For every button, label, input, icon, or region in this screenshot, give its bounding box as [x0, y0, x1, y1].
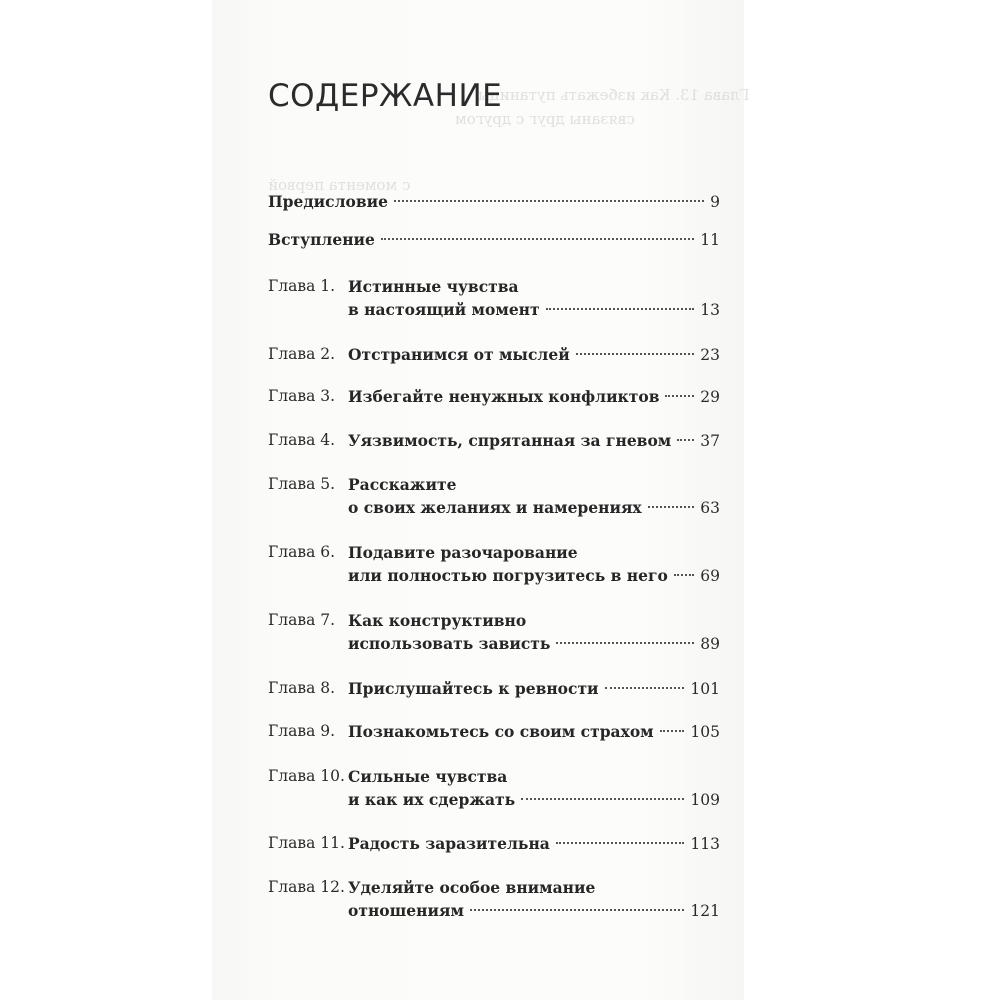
page-number: 29 — [700, 388, 720, 406]
chapter-label: Глава 6. — [268, 543, 336, 561]
chapter-label: Глава 3. — [268, 387, 336, 405]
chapter-title: Предисловие — [268, 192, 388, 211]
chapter-label: Глава 5. — [268, 475, 336, 493]
page-number: 69 — [700, 567, 720, 585]
dot-leader — [665, 395, 694, 397]
chapter-title: Прислушайтесь к ревности — [348, 679, 599, 698]
toc-line — [348, 720, 720, 744]
dot-leader — [660, 730, 685, 732]
dot-leader — [521, 798, 684, 800]
toc-line — [348, 541, 720, 564]
chapter-title: Уделяйте особое внимание — [348, 878, 596, 897]
toc-line — [348, 275, 720, 298]
page-number: 11 — [700, 231, 720, 249]
dot-leader — [546, 308, 695, 310]
page-number: 9 — [710, 193, 720, 211]
chapter-label: Глава 9. — [268, 722, 336, 740]
page-number: 101 — [690, 680, 720, 698]
toc-line — [268, 228, 720, 252]
toc-line — [348, 496, 720, 520]
toc-line — [348, 385, 720, 409]
chapter-title: использовать зависть — [348, 634, 551, 653]
page-number: 37 — [700, 432, 720, 450]
page-number: 121 — [690, 902, 720, 920]
toc-line — [348, 564, 720, 588]
page-number: 105 — [690, 723, 720, 741]
page-number: 63 — [700, 499, 720, 517]
page-number: 113 — [690, 835, 720, 853]
page-title: СОДЕРЖАНИЕ — [268, 78, 503, 114]
toc-line — [348, 899, 720, 923]
dot-leader — [674, 574, 694, 576]
toc-line — [348, 832, 720, 856]
chapter-title: Подавите разочарование — [348, 543, 578, 562]
chapter-label: Глава 10. — [268, 767, 345, 785]
page-number: 89 — [700, 635, 720, 653]
toc-line — [348, 632, 720, 656]
chapter-title: Познакомьтесь со своим страхом — [348, 722, 654, 741]
dot-leader — [605, 687, 685, 689]
chapter-title: Уязвимость, спрятанная за гневом — [348, 431, 672, 450]
dot-leader — [576, 353, 695, 355]
chapter-title: или полностью погрузитесь в него — [348, 566, 668, 585]
chapter-title: Истинные чувства — [348, 277, 519, 296]
show-through-text: Глава 13. Как избежать путаницы — [478, 86, 750, 104]
dot-leader — [470, 909, 685, 911]
chapter-title: Вступление — [268, 230, 375, 249]
toc-line — [348, 788, 720, 812]
chapter-label: Глава 11. — [268, 834, 345, 852]
dot-leader — [556, 642, 694, 644]
chapter-label: Глава 1. — [268, 277, 336, 295]
page-number: 13 — [700, 301, 720, 319]
chapter-title: о своих желаниях и намерениях — [348, 498, 642, 517]
chapter-title: Сильные чувства — [348, 767, 508, 786]
chapter-title: в настоящий момент — [348, 300, 540, 319]
chapter-title: Как конструктивно — [348, 611, 527, 630]
toc-line — [348, 343, 720, 367]
toc-line — [348, 765, 720, 788]
toc-line — [348, 609, 720, 632]
page-number: 109 — [690, 791, 720, 809]
show-through-text: связаны друг с другом — [455, 110, 635, 128]
dot-leader — [556, 842, 685, 844]
chapter-label: Глава 2. — [268, 345, 336, 363]
chapter-title: Радость заразительна — [348, 834, 550, 853]
dot-leader — [648, 506, 695, 508]
dot-leader — [394, 200, 704, 202]
chapter-label: Глава 8. — [268, 679, 336, 697]
show-through-text: с момента первой — [268, 176, 411, 194]
chapter-title: Расскажите — [348, 475, 457, 494]
toc-line — [348, 473, 720, 496]
toc-line — [348, 298, 720, 322]
chapter-label: Глава 4. — [268, 431, 336, 449]
chapter-label: Глава 7. — [268, 611, 336, 629]
chapter-title: Избегайте ненужных конфликтов — [348, 387, 660, 406]
chapter-title: Отстранимся от мыслей — [348, 345, 570, 364]
toc-line — [348, 429, 720, 453]
toc-line — [348, 876, 720, 899]
dot-leader — [381, 238, 694, 240]
chapter-title: отношениям — [348, 901, 464, 920]
page-number: 23 — [700, 346, 720, 364]
dot-leader — [677, 439, 694, 441]
toc-line — [348, 677, 720, 701]
chapter-title: и как их сдержать — [348, 790, 516, 809]
toc-line — [268, 190, 720, 214]
chapter-label: Глава 12. — [268, 878, 345, 896]
